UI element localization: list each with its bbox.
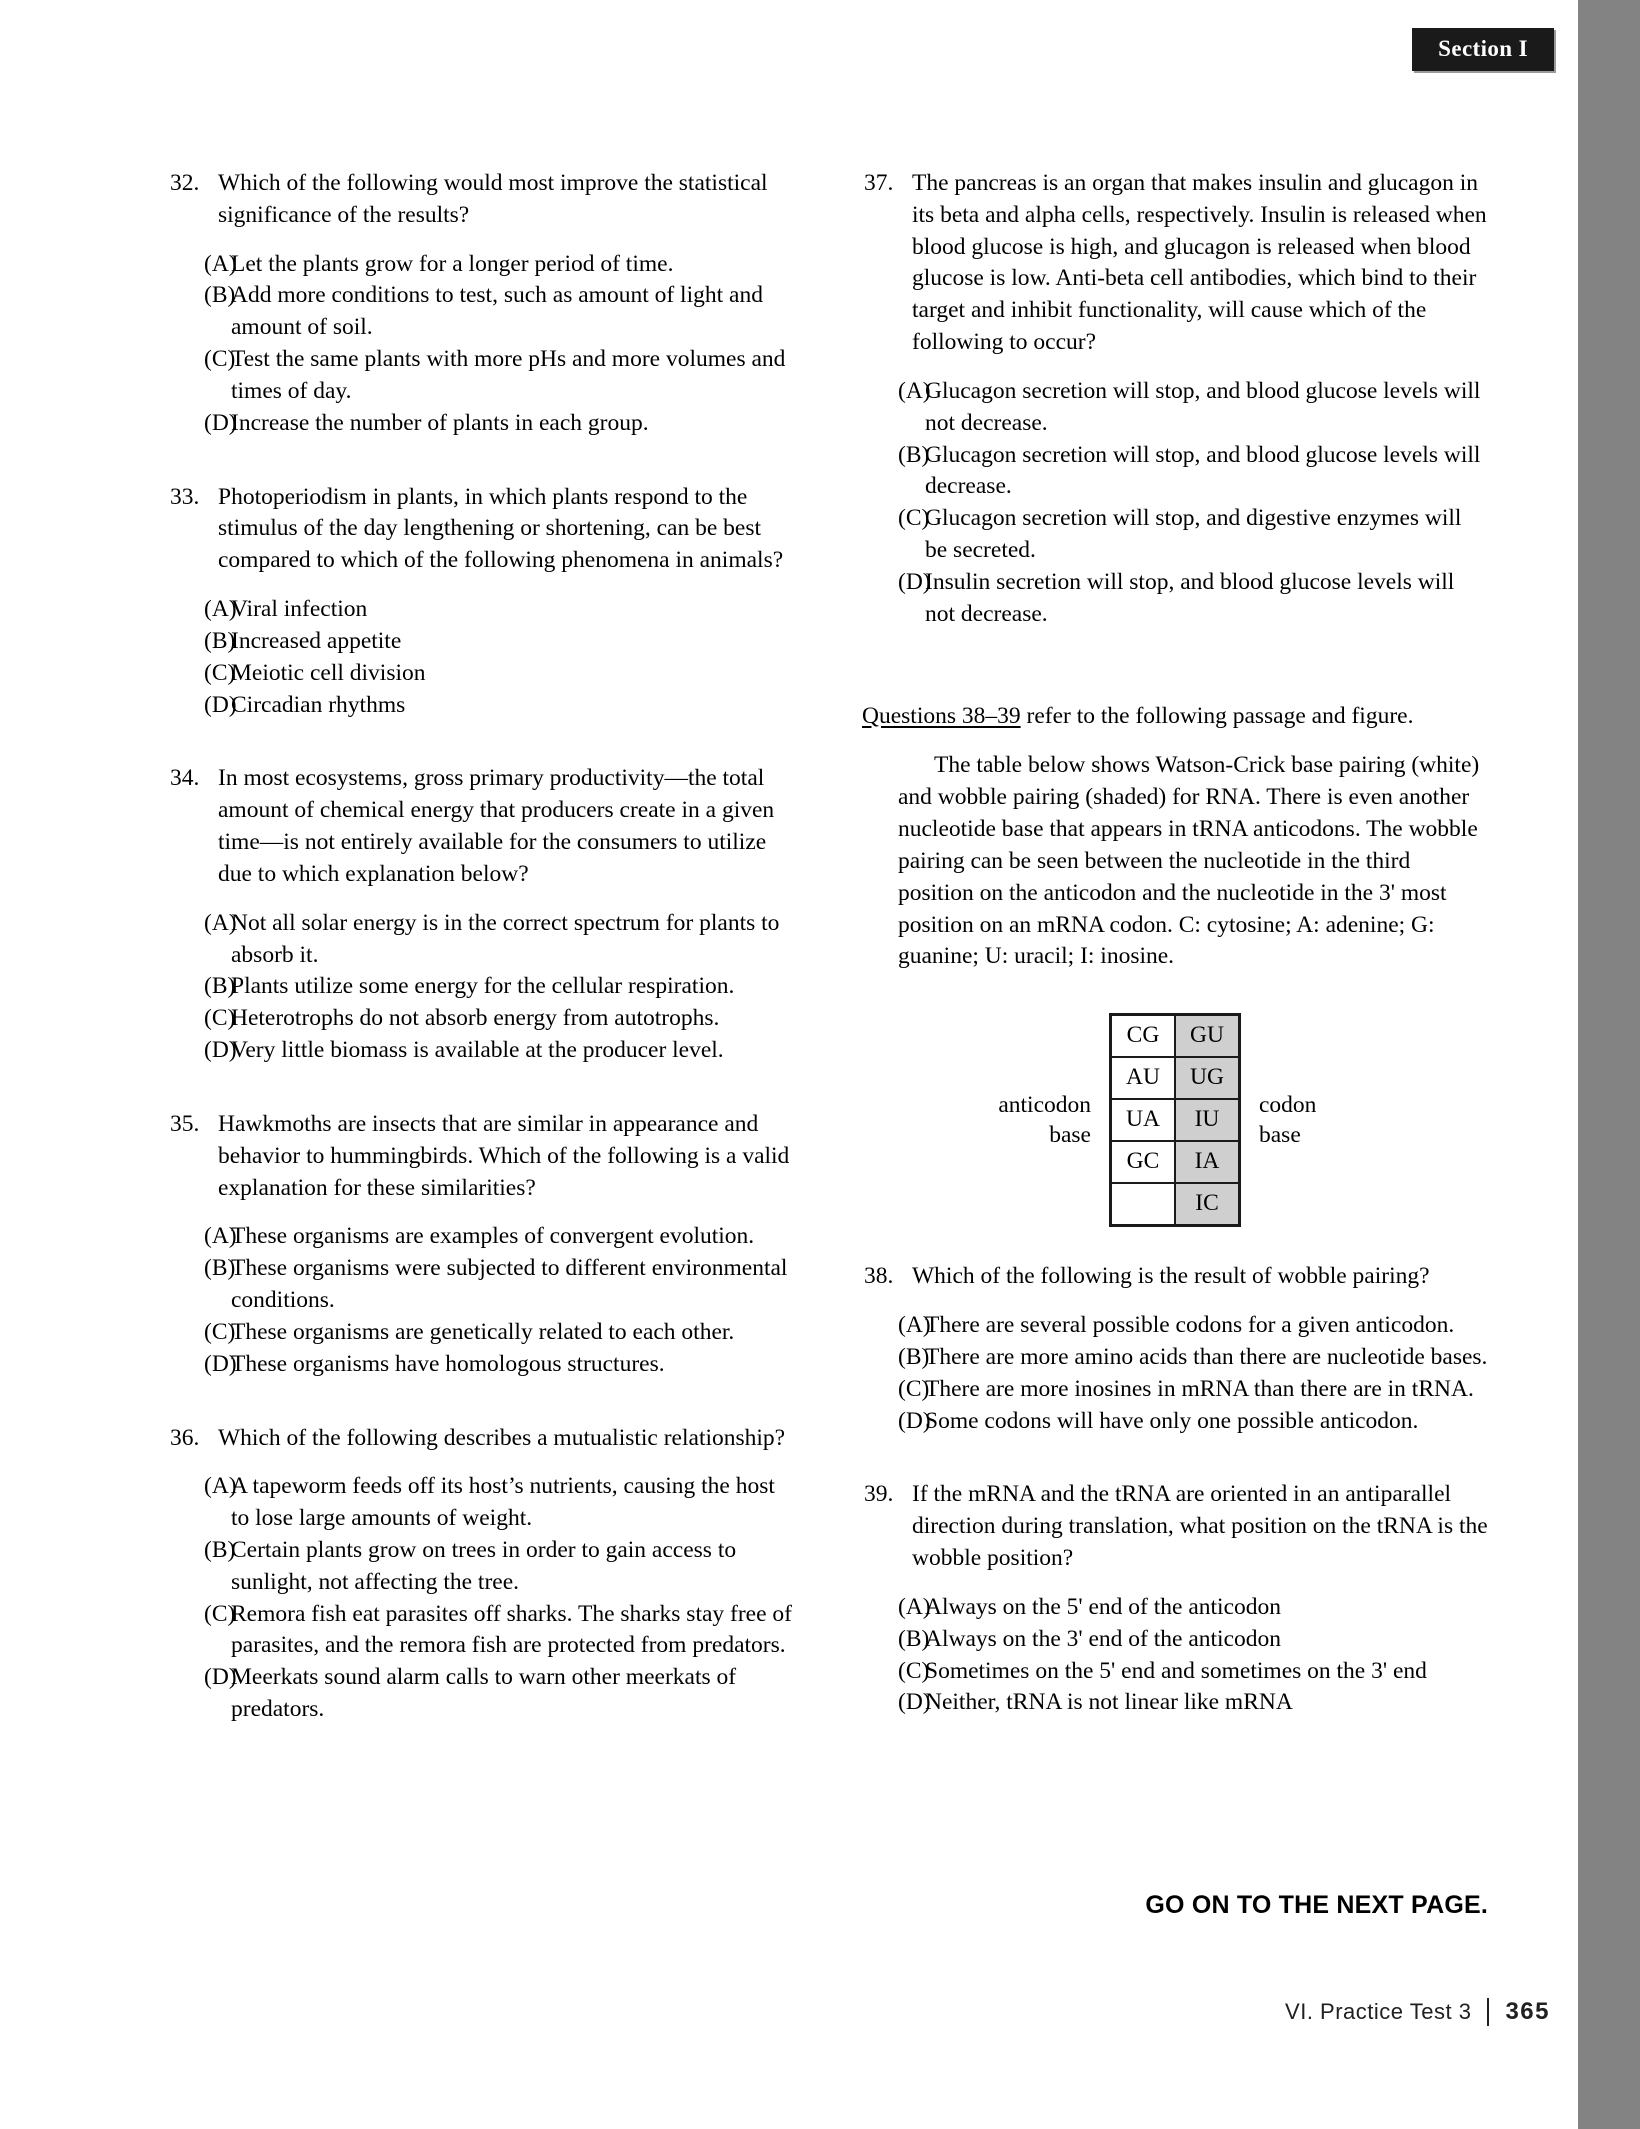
- question-38-choices: [862, 1310, 1488, 1437]
- choice-text: These organisms are examples of convergent evolution.: [231, 1223, 755, 1250]
- choice-option[interactable]: [168, 1221, 794, 1253]
- choice-letter: (B): [204, 282, 236, 309]
- codon-cell: IC: [1175, 1183, 1240, 1226]
- choice-option[interactable]: [168, 344, 794, 408]
- question-35-number: 35.: [170, 1110, 200, 1137]
- question-33-choices: [168, 594, 794, 721]
- question-37-number: 37.: [864, 170, 894, 196]
- choice-letter: (C): [898, 505, 930, 532]
- choice-option[interactable]: [168, 249, 794, 281]
- question-33-number: 33.: [170, 483, 200, 510]
- choice-text: Test the same plants with more pHs and more volumes and times of day.: [231, 346, 786, 404]
- anticodon-cell: UA: [1111, 1099, 1176, 1141]
- choice-letter: (A): [898, 1312, 931, 1339]
- choice-option[interactable]: [862, 1656, 1488, 1688]
- choice-option[interactable]: [168, 280, 794, 344]
- question-35-header: [168, 1109, 794, 1204]
- section-tab: Section I: [1412, 28, 1554, 71]
- choice-text: There are several possible codons for a given anticodon.: [925, 1312, 1455, 1339]
- figure-left-label: [941, 1090, 1109, 1151]
- passage-reference: [862, 701, 1488, 733]
- choice-text: Certain plants grow on trees in order to gain access to sunlight, not affecting the tree.: [231, 1536, 737, 1595]
- choice-option[interactable]: [862, 440, 1488, 504]
- question-39-choices: [862, 1592, 1488, 1719]
- choice-text: There are more amino acids than there are nucleotide bases.: [925, 1343, 1488, 1370]
- choice-letter: (B): [898, 1625, 930, 1652]
- question-32-header: [168, 168, 794, 232]
- go-on-notice: GO ON TO THE NEXT PAGE.: [1145, 1891, 1488, 1919]
- choice-option[interactable]: [168, 1599, 794, 1663]
- choice-option[interactable]: [862, 1624, 1488, 1656]
- figure-right-label: [1241, 1090, 1409, 1151]
- anticodon-cell: GC: [1111, 1141, 1176, 1183]
- table-row: [1111, 1099, 1240, 1141]
- question-36-stem: Which of the following describes a mutualistic relationship?: [218, 1424, 786, 1451]
- choice-text: Meerkats sound alarm calls to warn other meerkats of predators.: [231, 1664, 737, 1723]
- choice-option[interactable]: [862, 1342, 1488, 1374]
- choice-letter: (C): [204, 1600, 236, 1627]
- question-36-choices: [168, 1471, 794, 1726]
- choice-option[interactable]: [168, 1003, 794, 1035]
- page-edge-band: [1578, 0, 1640, 2129]
- question-33-header: [168, 482, 794, 577]
- wobble-pairing-figure: [862, 1013, 1488, 1227]
- question-39: [862, 1479, 1488, 1719]
- choice-letter: (A): [898, 1593, 931, 1620]
- question-36-number: 36.: [170, 1424, 200, 1451]
- choice-option[interactable]: [168, 1471, 794, 1535]
- anticodon-cell: [1111, 1183, 1176, 1226]
- question-34-number: 34.: [170, 765, 200, 792]
- choice-text: Circadian rhythms: [231, 691, 406, 718]
- choice-text: Let the plants grow for a longer period of time.: [231, 250, 674, 277]
- choice-text: Meiotic cell division: [231, 659, 426, 686]
- choice-letter: (C): [898, 1375, 930, 1402]
- question-32-number: 32.: [170, 170, 200, 196]
- choice-option[interactable]: [862, 376, 1488, 440]
- table-row: [1111, 1015, 1240, 1058]
- choice-text: Plants utilize some energy for the cellular respiration.: [231, 973, 735, 1000]
- choice-letter: (A): [204, 250, 237, 277]
- codon-cell: IA: [1175, 1141, 1240, 1183]
- figure-left-label-line1: anticodon: [998, 1091, 1091, 1118]
- choice-option[interactable]: [862, 1374, 1488, 1406]
- question-37-stem: The pancreas is an organ that makes insulin and glucagon in its beta and alpha cells, respectively. Insulin is released when blood glucose is high, and glucagon is released when blood glucose is low. Anti-beta cell antibodies, which bind to their target and inhibit functionality, will cause which of the following to occur?: [912, 170, 1487, 356]
- choice-letter: (A): [204, 1223, 237, 1250]
- choice-text: Remora fish eat parasites off sharks. The sharks stay free of parasites, and the remora fish are protected from predators.: [231, 1600, 792, 1659]
- figure-left-label-line2: base: [1049, 1122, 1091, 1149]
- figure-right-label-line1: codon: [1259, 1091, 1317, 1118]
- choice-option[interactable]: [168, 908, 794, 972]
- question-35-choices: [168, 1221, 794, 1380]
- choice-text: Some codons will have only one possible anticodon.: [925, 1407, 1419, 1434]
- choice-text: Increased appetite: [231, 627, 402, 654]
- question-37: [862, 168, 1488, 631]
- question-36: [168, 1423, 794, 1726]
- choice-text: Glucagon secretion will stop, and digestive enzymes will be secreted.: [925, 505, 1462, 564]
- choice-letter: (C): [204, 1005, 236, 1032]
- choice-text: Add more conditions to test, such as amount of light and amount of soil.: [231, 282, 763, 341]
- question-38-header: [862, 1261, 1488, 1293]
- right-column: [862, 168, 1488, 1768]
- choice-text: Very little biomass is available at the producer level.: [231, 1037, 724, 1064]
- question-35-stem: Hawkmoths are insects that are similar in appearance and behavior to hummingbirds. Which of the following is a valid explanation for these similarities?: [218, 1110, 790, 1201]
- question-38: [862, 1261, 1488, 1437]
- choice-text: A tapeworm feeds off its host’s nutrients, causing the host to lose large amounts of weight.: [231, 1473, 775, 1532]
- choice-option[interactable]: [168, 1535, 794, 1599]
- choice-letter: (C): [204, 659, 236, 686]
- question-32-choices: [168, 249, 794, 440]
- choice-option[interactable]: [862, 567, 1488, 631]
- page-footer: [1285, 1998, 1550, 2026]
- choice-text: Viral infection: [231, 596, 368, 623]
- choice-option[interactable]: [168, 408, 794, 440]
- choice-text: Insulin secretion will stop, and blood glucose levels will not decrease.: [925, 568, 1455, 627]
- passage-body: The table below shows Watson-Crick base pairing (white) and wobble pairing (shaded) for RNA. There is even another nucleotide base that appears in tRNA anticodons. The wobble pairing can be seen between the nucleotide in the third position on the anticodon and the nucleotide in the 3' most position on an mRNA codon. C: cytosine; A: adenine; G: guanine; U: uracil; I: inosine.: [898, 752, 1480, 970]
- choice-text: Sometimes on the 5' end and sometimes on the 3' end: [925, 1657, 1427, 1684]
- question-37-header: [862, 168, 1488, 359]
- question-32: [168, 168, 794, 440]
- choice-letter: (B): [204, 627, 236, 654]
- choice-option[interactable]: [862, 1687, 1488, 1719]
- choice-option[interactable]: [862, 503, 1488, 567]
- choice-option[interactable]: [168, 971, 794, 1003]
- choice-text: Increase the number of plants in each group.: [231, 409, 649, 436]
- choice-option[interactable]: [168, 1349, 794, 1381]
- anticodon-cell: CG: [1111, 1015, 1176, 1058]
- choice-letter: (D): [898, 568, 931, 595]
- choice-option[interactable]: [168, 1317, 794, 1349]
- question-37-choices: [862, 376, 1488, 631]
- left-column: [168, 168, 794, 1768]
- base-pairing-table: [1109, 1013, 1241, 1227]
- question-38-stem: Which of the following is the result of wobble pairing?: [912, 1263, 1430, 1290]
- choice-text: Always on the 5' end of the anticodon: [925, 1593, 1281, 1620]
- table-row: [1111, 1141, 1240, 1183]
- question-32-stem: Which of the following would most improve the statistical significance of the results?: [218, 170, 768, 228]
- figure-right-label-line2: base: [1259, 1122, 1301, 1149]
- choice-letter: (A): [204, 909, 237, 936]
- passage-reference-questions: Questions 38–39: [862, 702, 1021, 729]
- choice-letter: (C): [204, 346, 236, 373]
- question-39-stem: If the mRNA and the tRNA are oriented in an antiparallel direction during translation, what position on the tRNA is the wobble position?: [912, 1481, 1488, 1572]
- choice-letter: (D): [204, 1350, 237, 1377]
- choice-option[interactable]: [168, 626, 794, 658]
- choice-letter: (C): [898, 1657, 930, 1684]
- choice-text: Glucagon secretion will stop, and blood glucose levels will not decrease.: [925, 377, 1481, 436]
- choice-text: These organisms are genetically related to each other.: [231, 1318, 735, 1345]
- choice-letter: (D): [204, 691, 237, 718]
- choice-option[interactable]: [862, 1310, 1488, 1342]
- choice-letter: (A): [204, 596, 237, 623]
- choice-text: Always on the 3' end of the anticodon: [925, 1625, 1281, 1652]
- question-38-number: 38.: [864, 1263, 894, 1290]
- choice-text: These organisms were subjected to different environmental conditions.: [231, 1255, 788, 1314]
- choice-text: There are more inosines in mRNA than there are in tRNA.: [925, 1375, 1474, 1402]
- question-34-stem: In most ecosystems, gross primary productivity—the total amount of chemical energy that producers create in a given time—is not entirely available for the consumers to utilize due to which explanation below?: [218, 765, 775, 887]
- choice-letter: (A): [898, 377, 931, 404]
- table-row: [1111, 1183, 1240, 1226]
- question-34: [168, 763, 794, 1066]
- choice-text: Heterotrophs do not absorb energy from autotrophs.: [231, 1005, 720, 1032]
- question-33: [168, 482, 794, 722]
- choice-text: Neither, tRNA is not linear like mRNA: [925, 1689, 1293, 1716]
- choice-letter: (D): [898, 1407, 931, 1434]
- choice-option[interactable]: [168, 1035, 794, 1067]
- choice-letter: (B): [898, 441, 930, 468]
- codon-cell: UG: [1175, 1057, 1240, 1099]
- choice-option[interactable]: [168, 1253, 794, 1317]
- footer-book-part: VI. Practice Test 3: [1285, 1999, 1472, 2024]
- spacer: [862, 673, 1488, 701]
- question-34-choices: [168, 908, 794, 1067]
- choice-text: These organisms have homologous structures.: [231, 1350, 665, 1377]
- question-34-header: [168, 763, 794, 890]
- choice-letter: (D): [204, 409, 237, 436]
- choice-option[interactable]: [862, 1406, 1488, 1438]
- question-35: [168, 1109, 794, 1381]
- footer-page-number: 365: [1505, 1998, 1550, 2025]
- choice-option[interactable]: [168, 690, 794, 722]
- codon-cell: GU: [1175, 1015, 1240, 1058]
- choice-text: Not all solar energy is in the correct spectrum for plants to absorb it.: [231, 909, 780, 968]
- choice-letter: (B): [204, 1536, 236, 1563]
- table-row: [1111, 1057, 1240, 1099]
- choice-option[interactable]: [168, 594, 794, 626]
- footer-divider: [1487, 1998, 1489, 2026]
- passage-reference-rest: refer to the following passage and figure.: [1020, 702, 1414, 729]
- anticodon-cell: AU: [1111, 1057, 1176, 1099]
- choice-option[interactable]: [862, 1592, 1488, 1624]
- choice-letter: (B): [204, 973, 236, 1000]
- choice-text: Glucagon secretion will stop, and blood glucose levels will decrease.: [925, 441, 1481, 500]
- question-39-number: 39.: [864, 1481, 894, 1508]
- question-36-header: [168, 1423, 794, 1455]
- choice-letter: (B): [898, 1343, 930, 1370]
- choice-letter: (D): [898, 1689, 931, 1716]
- choice-letter: (C): [204, 1318, 236, 1345]
- codon-cell: IU: [1175, 1099, 1240, 1141]
- choice-letter: (D): [204, 1037, 237, 1064]
- choice-option[interactable]: [168, 658, 794, 690]
- choice-letter: (A): [204, 1473, 237, 1500]
- choice-letter: (B): [204, 1255, 236, 1282]
- question-39-header: [862, 1479, 1488, 1574]
- choice-letter: (D): [204, 1664, 237, 1691]
- choice-option[interactable]: [168, 1662, 794, 1726]
- two-column-body: [168, 168, 1488, 1768]
- question-33-stem: Photoperiodism in plants, in which plants respond to the stimulus of the day lengthening or shortening, can be best compared to which of the following phenomena in animals?: [218, 483, 784, 574]
